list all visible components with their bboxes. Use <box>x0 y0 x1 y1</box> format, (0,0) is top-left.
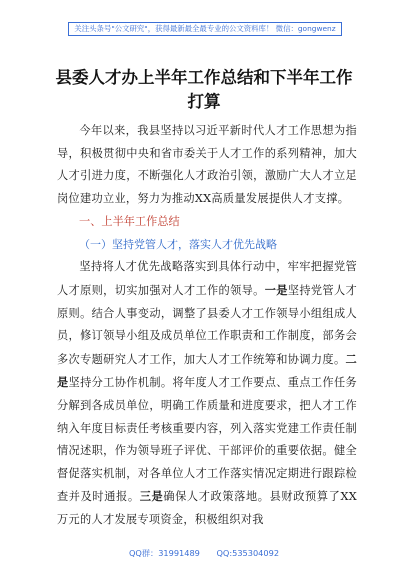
subsection-heading-1: （一）坚持党管人才，落实人才优先战略 <box>79 238 277 252</box>
para-text-2: 坚持党管人才原则。结合人事变动，调整了县委人才工作领导小组组成人员，修订领导小组及成员单位工作职责和工作制度，部务会多次专题研究人才工作，加大人才工作统筹和协调力度。 <box>57 283 357 366</box>
bold-marker-3: 三是 <box>139 489 164 504</box>
bold-marker-2: 二是 <box>57 351 357 390</box>
section-heading-1: 一、上半年工作总结 <box>79 215 180 229</box>
bold-marker-1: 一是 <box>264 282 288 297</box>
title-line-1: 县委人才办上半年工作总结和下半年工作 <box>55 68 353 87</box>
top-banner: 关注头条号"公文研究"，获得最新最全最专业的公文资料库！ 微信：gongwenz <box>68 22 342 36</box>
document-body <box>57 120 357 532</box>
document-title <box>40 66 368 114</box>
para-text-4: 确保人才政策落地。县财政预算了XX万元的人才发展专项资金，积极组织对我 <box>57 490 357 526</box>
body-paragraph-1 <box>57 256 357 531</box>
para-text-3: 坚持分工协作机制。将年度人才工作要点、重点工作任务分解到各成员单位，明确工作质量和进度要求，把人才工作纳入年度目标责任考核重要内容，列入落实党建工作责任制情况述职，作为领导班子评优、干部评价的重要依据。健全督促落实机制，对各单位人才工作落实情况定期进行跟踪检查并及时通报。 <box>57 376 357 504</box>
para-text-1: 坚持将人才优先战略落实到具体行动中，牢牢把握党管人才原则，切实加强对人才工作的领导。 <box>57 260 357 297</box>
intro-paragraph: 今年以来，我县坚持以习近平新时代人才工作思想为指导，积极贯彻中央和省市委关于人才工作的系列精神，加大人才引进力度，不断强化人才政治引领，激励广大人才立足岗位建功立业，努力为推动XX高质量发展提供人才支撑。 <box>57 124 357 205</box>
footer-contact: QQ群：31991489 QQ:535304092 <box>128 548 280 558</box>
title-line-2: 打算 <box>187 92 221 111</box>
